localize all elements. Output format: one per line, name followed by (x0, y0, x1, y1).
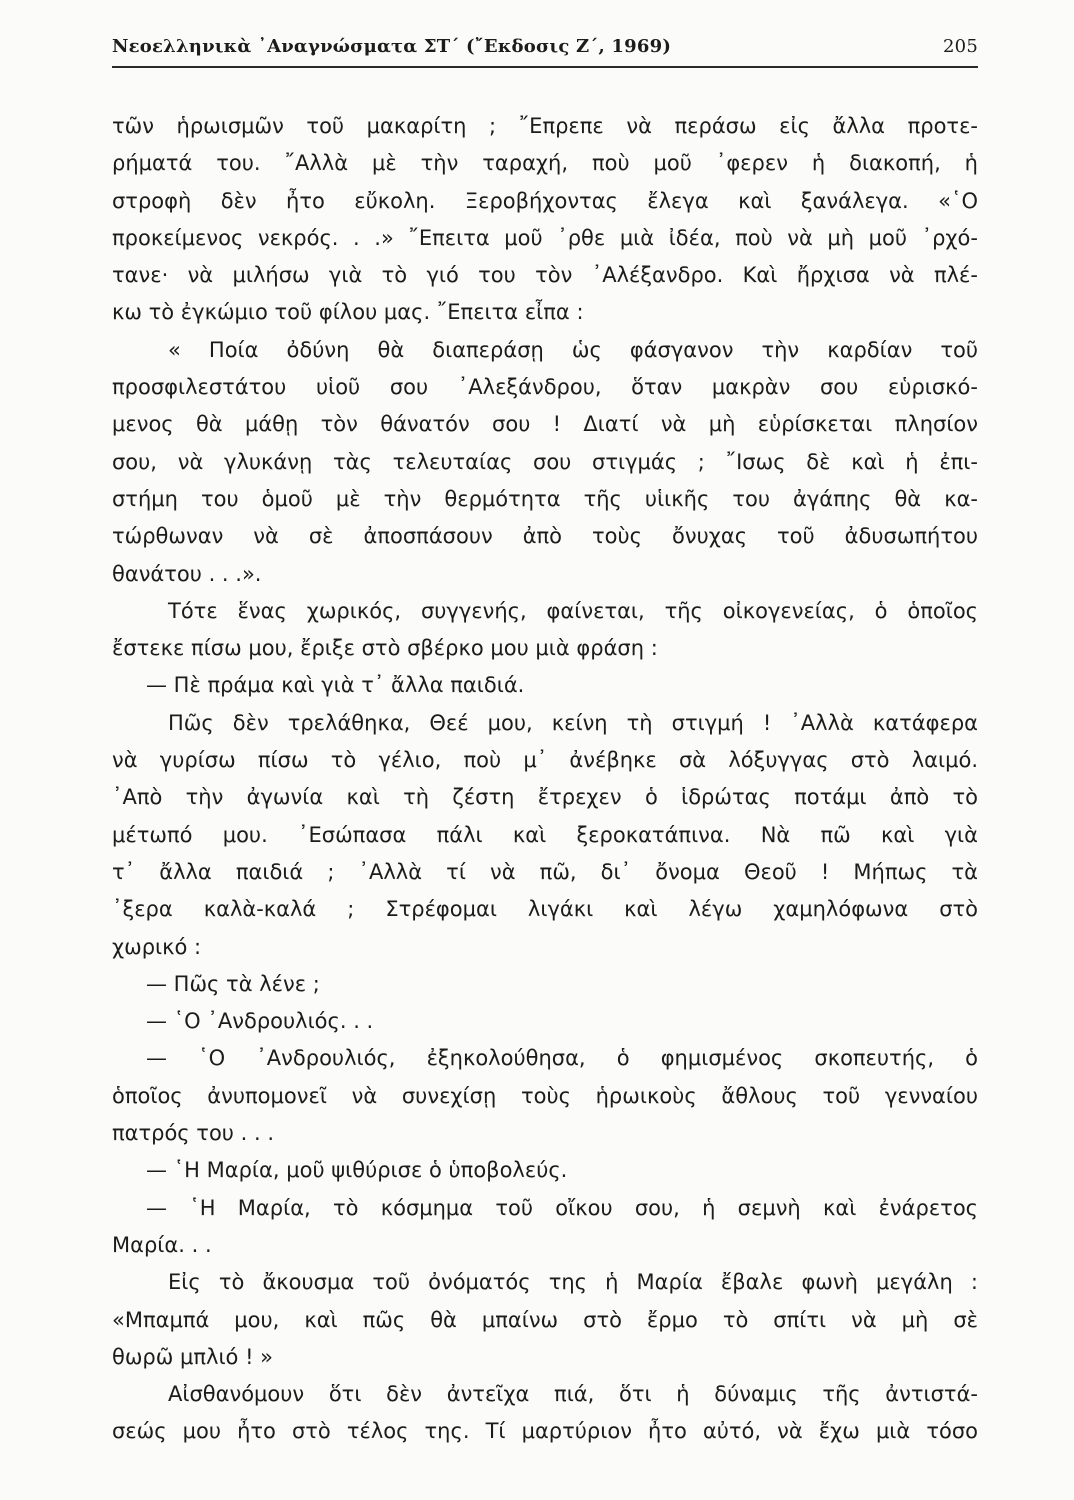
text-line: τ᾽ ἄλλα παιδιά ; ᾽Αλλὰ τί νὰ πῶ, δι᾽ ὄνομα Θεοῦ ! Μήπως τὰ (112, 859, 978, 884)
text-line: θωρῶ μπλιό ! » (112, 1344, 274, 1369)
text-line: — ῾Η Μαρία, μοῦ ψιθύρισε ὁ ὑποβολεύς. (146, 1158, 568, 1183)
text-line: Αἰσθανόμουν ὅτι δὲν ἀντεῖχα πιά, ὅτι ἡ δύναμις τῆς ἀντιστά- (168, 1382, 978, 1407)
text-line: Μαρία. . . (112, 1232, 212, 1257)
text-line: Τότε ἕνας χωρικός, συγγενής, φαίνεται, τῆς οἰκογενείας, ὁ ὁποῖος (168, 598, 978, 623)
text-line: — ῾Η Μαρία, τὸ κόσμημα τοῦ οἴκου σου, ἡ σεμνὴ καὶ ἐνάρετος (146, 1195, 978, 1220)
text-line: προσφιλεστάτου υἱοῦ σου ᾽Αλεξάνδρου, ὅταν μακρὰν σου εὑρισκό- (112, 375, 978, 400)
text-line: ᾽ξερα καλὰ-καλά ; Στρέφομαι λιγάκι καὶ λέγω χαμηλόφωνα στὸ (112, 897, 978, 922)
text-line: — ῾Ο ᾽Ανδρουλιός. . . (146, 1009, 374, 1034)
text-line: μέτωπό μου. ᾽Εσώπασα πάλι καὶ ξεροκατάπινα. Νὰ πῶ καὶ γιὰ (112, 822, 978, 847)
text-line: θανάτου . . .». (112, 561, 262, 586)
text-line: — ῾Ο ᾽Ανδρουλιός, ἐξηκολούθησα, ὁ φημισμένος σκοπευτής, ὁ (146, 1046, 978, 1071)
text-line: στήμη του ὁμοῦ μὲ τὴν θερμότητα τῆς υἱικῆς του ἀγάπης θὰ κα- (112, 486, 978, 511)
text-line: μενος θὰ μάθῃ τὸν θάνατόν σου ! Διατί νὰ μὴ εὑρίσκεται πλησίον (112, 412, 978, 437)
text-line: Πῶς δὲν τρελάθηκα, Θεέ μου, κείνη τὴ στιγμή ! ᾽Αλλὰ κατάφερα (168, 710, 978, 735)
text-line: σου, νὰ γλυκάνῃ τὰς τελευταίας σου στιγμάς ; ῎Ισως δὲ καὶ ἡ ἐπι- (112, 449, 978, 474)
text-line: σεώς μου ἦτο στὸ τέλος της. Τί μαρτύριον ἦτο αὐτό, νὰ ἔχω μιὰ τόσο (112, 1419, 978, 1444)
header-title: Νεοελληνικὰ ᾽Αναγνώσματα ΣΤ΄ (῎Εκδοσις Ζ΄, 1969) (112, 36, 672, 57)
text-line: τανε· νὰ μιλήσω γιὰ τὸ γιό του τὸν ᾽Αλέξανδρο. Καὶ ἤρχισα νὰ πλέ- (112, 263, 978, 288)
header-rule (112, 66, 978, 68)
text-line: « Ποία ὀδύνη θὰ διαπεράσῃ ὡς φάσγανον τὴν καρδίαν τοῦ (168, 337, 978, 362)
text-line: ᾽Απὸ τὴν ἀγωνία καὶ τὴ ζέστη ἔτρεχεν ὁ ἱδρώτας ποτάμι ἀπὸ τὸ (112, 785, 978, 810)
text-line: νὰ γυρίσω πίσω τὸ γέλιο, ποὺ μ᾽ ἀνέβηκε σὰ λόξυγγας στὸ λαιμό. (112, 748, 978, 773)
text-line: τῶν ἡρωισμῶν τοῦ μακαρίτη ; ῎Επρεπε νὰ περάσω εἰς ἄλλα προτε- (112, 114, 978, 138)
text-line: κω τὸ ἐγκώμιο τοῦ φίλου μας. ῎Επειτα εἶπα : (112, 300, 584, 325)
text-line: στροφὴ δὲν ἦτο εὔκολη. Ξεροβήχοντας ἔλεγα καὶ ξανάλεγα. «῾Ο (112, 188, 978, 213)
text-line: χωρικό : (112, 934, 202, 959)
text-line: πατρός του . . . (112, 1121, 275, 1146)
text-line: ὁποῖος ἀνυπομονεῖ νὰ συνεχίσῃ τοὺς ἡρωικοὺς ἄθλους τοῦ γενναίου (112, 1083, 978, 1108)
page-number: 205 (943, 36, 978, 57)
text-line: ἔστεκε πίσω μου, ἔριξε στὸ σβέρκο μου μιὰ φράση : (112, 636, 658, 661)
body-text (112, 108, 978, 1451)
text-line: «Μπαμπά μου, καὶ πῶς θὰ μπαίνω στὸ ἔρμο τὸ σπίτι νὰ μὴ σὲ (112, 1307, 978, 1332)
text-line: τώρθωναν νὰ σὲ ἀποσπάσουν ἀπὸ τοὺς ὄνυχας τοῦ ἀδυσωπήτου (112, 524, 978, 549)
text-line: ρήματά του. ῎Αλλὰ μὲ τὴν ταραχή, ποὺ μοῦ ᾽φερεν ἡ διακοπή, ἡ (112, 151, 978, 176)
text-line: — Πὲ πράμα καὶ γιὰ τ᾽ ἄλλα παιδιά. (146, 673, 525, 698)
running-header (112, 36, 978, 62)
text-line: — Πῶς τὰ λένε ; (146, 971, 320, 996)
text-line: προκείμενος νεκρός. . .» ῎Επειτα μοῦ ᾽ρθε μιὰ ἰδέα, ποὺ νὰ μὴ μοῦ ᾽ρχό- (112, 225, 978, 250)
text-line: Εἰς τὸ ἄκουσμα τοῦ ὀνόματός της ἡ Μαρία ἔβαλε φωνὴ μεγάλη : (168, 1270, 978, 1295)
